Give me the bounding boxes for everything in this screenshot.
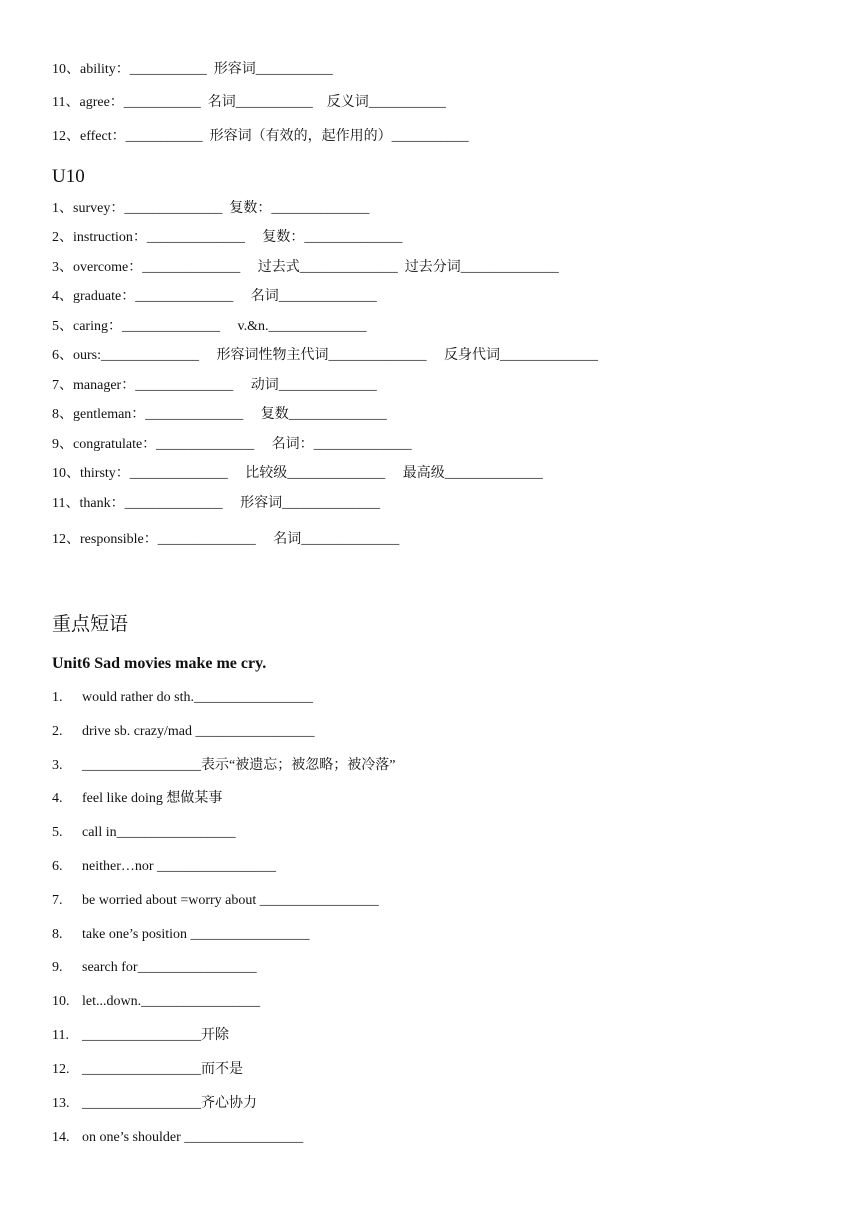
phrase-number: 12.: [52, 1062, 70, 1077]
phrase-item: [52, 1061, 243, 1079]
phrase-item: [52, 689, 313, 707]
phrase-text: take one’s position _________________: [82, 927, 310, 942]
phrase-number: 1.: [52, 690, 63, 705]
phrase-number: 5.: [52, 825, 63, 840]
phrase-text: be worried about =worry about _________________: [82, 893, 379, 908]
phrase-number: 7.: [52, 893, 63, 908]
phrase-number: 10.: [52, 994, 70, 1009]
phrase-number: 14.: [52, 1130, 70, 1145]
unit-subheading: Unit6 Sad movies make me cry.: [52, 655, 267, 672]
exercise-line: 6、ours:______________ 形容词性物主代词______________ 反身代词______________: [52, 348, 598, 363]
exercise-line: 5、caring：______________ v.&n.______________: [52, 319, 367, 334]
phrase-text: feel like doing 想做某事: [82, 791, 223, 806]
phrase-item: [52, 892, 379, 910]
phrase-item: [52, 723, 315, 741]
phrase-number: 4.: [52, 791, 63, 806]
phrase-number: 8.: [52, 927, 63, 942]
phrase-text: on one’s shoulder _________________: [82, 1130, 304, 1145]
phrase-number: 6.: [52, 859, 63, 874]
phrase-item: [52, 824, 236, 842]
exercise-line: 2、instruction：______________ 复数：______________: [52, 230, 403, 245]
phrase-text: _________________表示“被遗忘；被忽略；被冷落”: [82, 758, 396, 773]
phrase-text: drive sb. crazy/mad _________________: [82, 724, 315, 739]
phrase-text: _________________开除: [82, 1028, 229, 1043]
exercise-line: 12、effect：___________ 形容词（有效的，起作用的）___________: [52, 129, 469, 144]
phrase-text: neither…nor _________________: [82, 859, 277, 874]
exercise-line: 3、overcome：______________ 过去式______________ 过去分词______________: [52, 260, 559, 275]
phrase-number: 2.: [52, 724, 63, 739]
unit-heading: U10: [52, 166, 85, 187]
phrase-number: 11.: [52, 1028, 69, 1043]
phrase-text: _________________而不是: [82, 1062, 243, 1077]
phrase-item: [52, 790, 222, 808]
exercise-line: 8、gentleman：______________ 复数______________: [52, 407, 387, 422]
phrase-item: [52, 757, 395, 775]
exercise-line: 4、graduate：______________ 名词______________: [52, 289, 377, 304]
exercise-line: 10、ability：___________ 形容词___________: [52, 62, 333, 77]
phrase-text: _________________齐心协力: [82, 1096, 257, 1111]
exercise-line: 7、manager：______________ 动词______________: [52, 378, 377, 393]
section-heading: 重点短语: [52, 614, 129, 635]
exercise-line: 12、responsible：______________ 名词______________: [52, 532, 400, 547]
exercise-line: 11、agree：___________ 名词___________ 反义词___________: [52, 95, 446, 110]
phrase-number: 13.: [52, 1096, 70, 1111]
phrase-text: search for_________________: [82, 960, 257, 975]
phrase-number: 9.: [52, 960, 63, 975]
phrase-text: call in_________________: [82, 825, 236, 840]
exercise-line: 10、thirsty：______________ 比较级______________ 最高级______________: [52, 466, 543, 481]
phrase-item: [52, 1095, 257, 1113]
phrase-item: [52, 993, 260, 1011]
phrase-item: [52, 1027, 229, 1045]
exercise-line: 11、thank：______________ 形容词______________: [52, 496, 381, 511]
phrase-item: [52, 858, 276, 876]
phrase-number: 3.: [52, 758, 63, 773]
phrase-item: [52, 1129, 303, 1147]
phrase-item: [52, 959, 257, 977]
phrase-text: let...down._________________: [82, 994, 261, 1009]
phrase-item: [52, 926, 310, 944]
exercise-line: 9、congratulate：______________ 名词：______________: [52, 437, 412, 452]
exercise-line: 1、survey：______________ 复数：______________: [52, 201, 370, 216]
phrase-text: would rather do sth._________________: [82, 690, 313, 705]
